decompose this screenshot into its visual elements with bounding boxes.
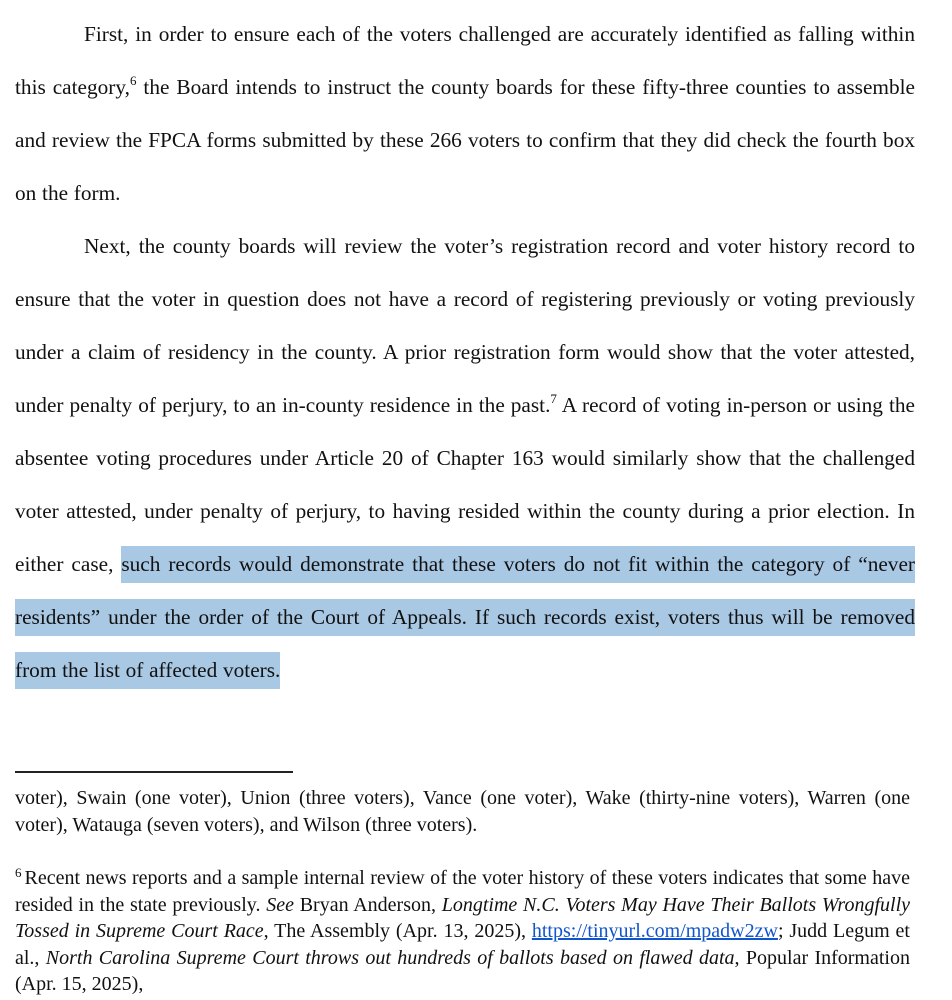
paragraph-registration-review [15,220,915,697]
footnote-text: ; Judd Legum et al., [15,920,910,969]
footnotes-section [15,785,910,998]
article-title: North Carolina Supreme Court throws out hundreds of ballots based on flawed data [45,946,735,969]
footnote-6 [15,865,910,998]
paragraph-text: A record of voting in-person or using the absentee voting procedures under Article 20 of Chapter 163 would similarly show that the challenged voter attested, under penalty of perjury, to having resided within the county during a prior election. In either case, [15,393,915,576]
footnote-text: Bryan Anderson, [293,893,442,916]
footnote-continuation: voter), Swain (one voter), Union (three voters), Vance (one voter), Wake (thirty-nine voters), Warren (one voter), Watauga (seven voters), and Wilson (three voters). [15,787,910,836]
paragraph-text: First, in order to ensure each of the voters challenged are accurately identified as falling within this category, [15,22,915,99]
footnote-number: 6 [15,865,22,880]
citation-signal: See [266,893,294,916]
footnote-spacer [15,838,910,865]
highlighted-text[interactable]: such records would demonstrate that these voters do not fit within the category of “never residents” under the order of the Court of Appeals. If such records exist, voters thus will be removed from the list of affected voters. [15,546,915,689]
paragraph-text: the Board intends to instruct the county boards for these fifty-three counties to assemble and review the FPCA forms submitted by these 266 voters to confirm that they did check the fourth box on the form. [15,75,915,205]
footnote-ref-6[interactable]: 6 [129,73,137,88]
footnote-text: Recent news reports and a sample internal review of the voter history of these voters indicates that some have resided in the state previously. [15,867,910,916]
footnote-ref-7[interactable]: 7 [550,391,557,406]
paragraph-fpca-review [15,8,915,220]
paragraph-text: Next, the county boards will review the voter’s registration record and voter history record to ensure that the voter in question does not have a record of registering previously or voting previously under a claim of residency in the county. A prior registration form would show that the voter attested, under penalty of perjury, to an in-county residence in the past. [15,234,915,417]
footnote-separator [15,771,293,773]
footnote-text: , Popular Information (Apr. 15, 2025), [15,946,910,995]
footnote-text: , The Assembly (Apr. 13, 2025), [263,920,532,942]
source-link[interactable]: https://tinyurl.com/mpadw2zw [531,920,778,942]
body-text [15,8,915,697]
article-title: Longtime N.C. Voters May Have Their Ballots Wrongfully Tossed in Supreme Court Race [15,893,911,942]
